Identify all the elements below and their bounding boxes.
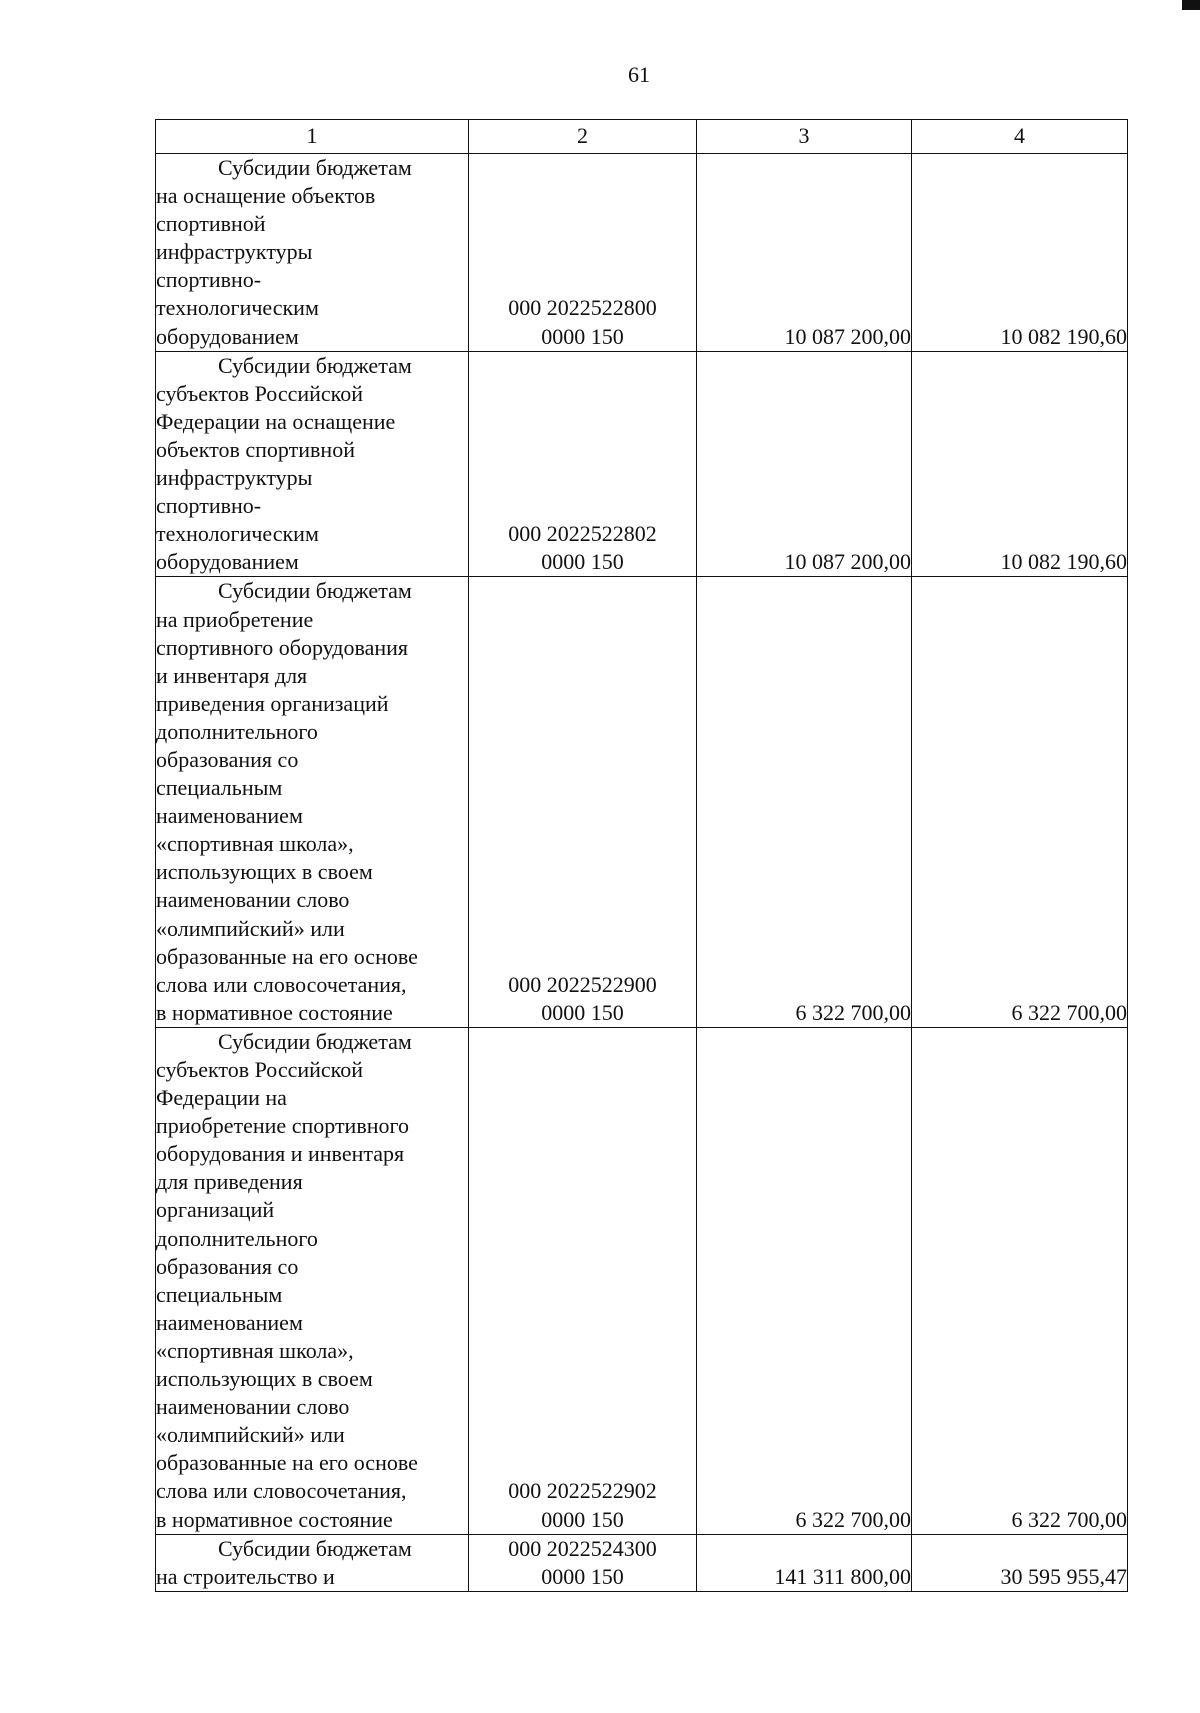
- cell-code: [469, 351, 697, 577]
- cell-amount-executed: 10 082 190,60: [912, 154, 1128, 352]
- cell-code: [469, 1534, 697, 1591]
- cell-amount-executed: 6 322 700,00: [912, 577, 1128, 1028]
- name-line: на приобретение: [156, 606, 314, 632]
- name-line: образованные на его основе: [156, 943, 418, 969]
- name-line: на строительство и: [156, 1563, 335, 1589]
- name-line: «спортивная школа»,: [156, 831, 354, 857]
- table-row: [156, 154, 1128, 352]
- name-line: объектов спортивной: [156, 436, 355, 462]
- code-line: 000 2022522800: [508, 295, 657, 321]
- code-line: 0000 150: [541, 999, 624, 1025]
- code-line: 0000 150: [541, 1563, 624, 1589]
- page-number: [0, 62, 1200, 88]
- name-line: дополнительного: [156, 718, 318, 744]
- name-line: приобретение спортивного: [156, 1113, 409, 1139]
- cell-name: [156, 1027, 469, 1534]
- cell-amount-executed: 30 595 955,47: [912, 1534, 1128, 1591]
- name-line: оборудованием: [156, 323, 299, 349]
- name-line: использующих в своем: [156, 859, 373, 885]
- name-line: спортивного оборудования: [156, 634, 409, 660]
- page-number-text: 61: [628, 62, 650, 87]
- name-line: наименованием: [156, 1309, 303, 1335]
- name-line: оборудованием: [156, 549, 299, 575]
- code-line: 000 2022522802: [508, 521, 657, 547]
- name-line: специальным: [156, 775, 283, 801]
- name-line: спортивной: [156, 211, 266, 237]
- name-line: наименовании слово: [156, 887, 350, 913]
- cell-name: [156, 351, 469, 577]
- name-line: Федерации на оснащение: [156, 408, 396, 434]
- name-line: оборудования и инвентаря: [156, 1141, 405, 1167]
- name-line: Субсидии бюджетам: [218, 352, 412, 378]
- table-row: [156, 351, 1128, 577]
- budget-table: [155, 119, 1128, 1592]
- name-line: Субсидии бюджетам: [218, 1028, 412, 1054]
- header-col-3: 3: [697, 120, 912, 154]
- name-line: специальным: [156, 1281, 283, 1307]
- name-line: инфраструктуры: [156, 465, 313, 491]
- table-body: [156, 154, 1128, 1592]
- scan-corner-mark: [1182, 0, 1200, 10]
- header-col-4: 4: [912, 120, 1128, 154]
- cell-amount-planned: 6 322 700,00: [697, 577, 912, 1028]
- name-line: в нормативное состояние: [156, 1506, 393, 1532]
- name-line: дополнительного: [156, 1225, 318, 1251]
- cell-amount-planned: 10 087 200,00: [697, 351, 912, 577]
- name-line: наименовании слово: [156, 1394, 350, 1420]
- table-row: [156, 1027, 1128, 1534]
- cell-name: [156, 1534, 469, 1591]
- name-line: образования со: [156, 746, 299, 772]
- name-line: спортивно-: [156, 493, 262, 519]
- code-line: 000 2022522900: [508, 971, 657, 997]
- name-line: Субсидии бюджетам: [218, 1535, 412, 1561]
- name-line: в нормативное состояние: [156, 999, 393, 1025]
- cell-code: [469, 1027, 697, 1534]
- code-line: 0000 150: [541, 549, 624, 575]
- name-line: «олимпийский» или: [156, 1422, 345, 1448]
- name-line: технологическим: [156, 521, 319, 547]
- cell-code: [469, 577, 697, 1028]
- name-line: для приведения: [156, 1169, 303, 1195]
- cell-amount-executed: 6 322 700,00: [912, 1027, 1128, 1534]
- name-line: спортивно-: [156, 267, 262, 293]
- name-line: слова или словосочетания,: [156, 1478, 407, 1504]
- header-col-2: 2: [469, 120, 697, 154]
- cell-amount-planned: 6 322 700,00: [697, 1027, 912, 1534]
- name-line: и инвентаря для: [156, 662, 308, 688]
- name-line: использующих в своем: [156, 1366, 373, 1392]
- name-line: на оснащение объектов: [156, 183, 376, 209]
- name-line: Федерации на: [156, 1085, 287, 1111]
- name-line: субъектов Российской: [156, 1057, 364, 1082]
- name-line: организаций: [156, 1197, 275, 1223]
- name-line: «спортивная школа»,: [156, 1337, 354, 1363]
- name-line: слова или словосочетания,: [156, 971, 407, 997]
- header-col-1: 1: [156, 120, 469, 154]
- code-line: 0000 150: [541, 1506, 624, 1532]
- name-line: Субсидии бюджетам: [218, 578, 412, 604]
- name-line: наименованием: [156, 803, 303, 829]
- cell-amount-planned: 141 311 800,00: [697, 1534, 912, 1591]
- cell-name: [156, 154, 469, 352]
- name-line: субъектов Российской: [156, 380, 364, 406]
- cell-amount-planned: 10 087 200,00: [697, 154, 912, 352]
- code-line: 000 2022524300: [508, 1535, 657, 1561]
- table-row: [156, 1534, 1128, 1591]
- name-line: «олимпийский» или: [156, 915, 345, 941]
- cell-amount-executed: 10 082 190,60: [912, 351, 1128, 577]
- code-line: 0000 150: [541, 323, 624, 349]
- name-line: Субсидии бюджетам: [218, 155, 412, 180]
- name-line: образованные на его основе: [156, 1450, 418, 1476]
- name-line: образования со: [156, 1253, 299, 1279]
- cell-name: [156, 577, 469, 1028]
- code-line: 000 2022522902: [508, 1478, 657, 1504]
- table-row: [156, 577, 1128, 1028]
- cell-code: [469, 154, 697, 352]
- name-line: инфраструктуры: [156, 239, 313, 265]
- name-line: технологическим: [156, 295, 319, 321]
- name-line: приведения организаций: [156, 690, 389, 716]
- table-header-row: [156, 120, 1128, 154]
